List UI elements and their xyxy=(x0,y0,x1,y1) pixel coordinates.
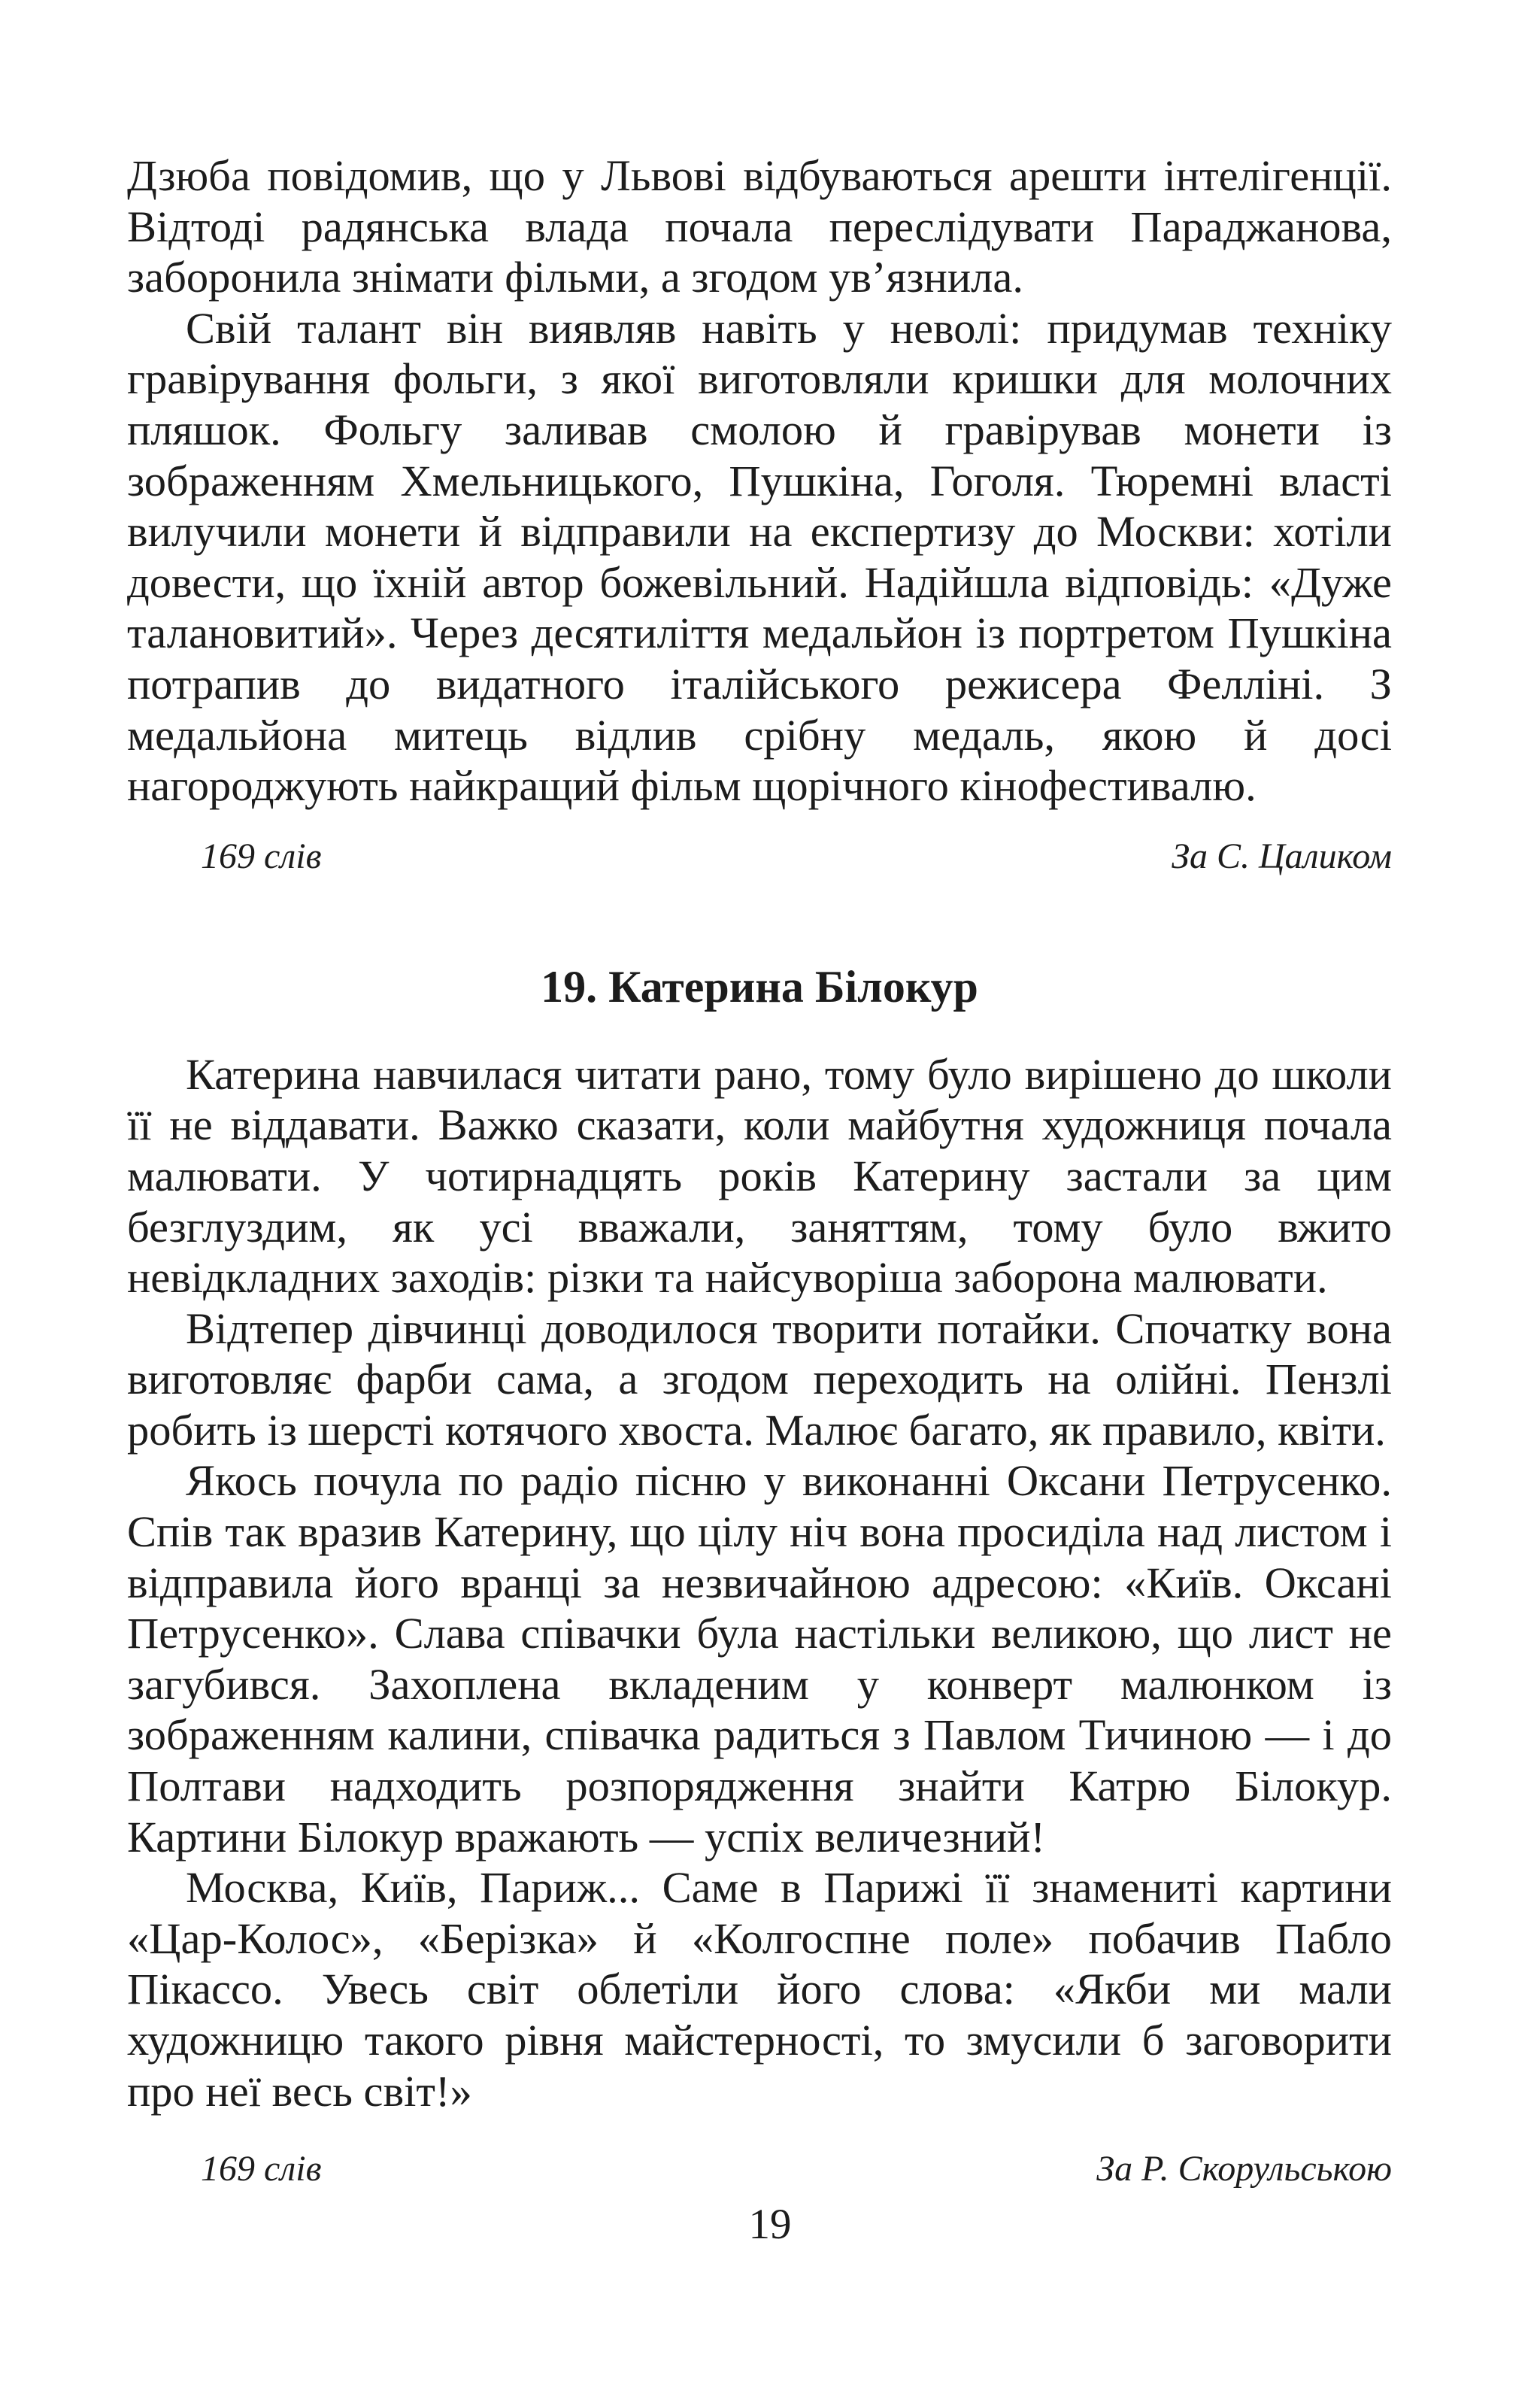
text-footer xyxy=(127,2147,1392,2192)
paragraph: Дзюба повідомив, що у Львові відбуваються арешти інтелігенції. Відтоді радянська влада почала переслідувати Параджанова, заборонила знімати фільми, а згодом ув’язнила. xyxy=(127,151,1392,302)
paragraph: Відтепер дівчинці доводилося творити потайки. Спочатку вона виготовляє фарби сама, а згодом переходить на олійні. Пензлі робить із шерсті котячого хвоста. Малює багато, як правило, квіти. xyxy=(127,1303,1392,1455)
attribution: За С. Цаликом xyxy=(1172,836,1392,876)
section-title: 19. Катерина Білокур xyxy=(541,961,978,1012)
word-count: 169 слів xyxy=(201,836,322,876)
paragraph: Москва, Київ, Париж... Саме в Парижі її знамениті картини «Цар-Колос», «Берізка» й «Колгоспне поле» побачив Пабло Пікассо. Увесь світ облетіли його слова: «Якби ми мали художницю такого рівня майстерності, то змусили б заговорити про неї весь світ!» xyxy=(127,1863,1392,2116)
paragraph: Катерина навчилася читати рано, тому було вирішено до школи її не віддавати. Важко сказати, коли майбутня художниця почала малювати. У чотирнадцять років Катерину застали за цим безглуздим, як усі вважали, заняттям, тому було вжито невідкладних заходів: різки та найсуворіша заборона малювати. xyxy=(127,1049,1392,1303)
word-count: 169 слів xyxy=(201,2149,322,2189)
page-number: 19 xyxy=(748,2201,792,2248)
paragraph: Свій талант він виявляв навіть у неволі: придумав техніку гравірування фольги, з якої виготовляли кришки для молочних пляшок. Фольгу заливав смолою й гравірував монети із зображенням Хмельницького, Пушкіна, Гоголя. Тюремні власті вилучили монети й відправили на експертизу до Москви: хотіли довести, що їхній автор божевільний. Надійшла відповідь: «Дуже талановитий». Через десятиліття медальйон із портретом Пушкіна потрапив до видатного італійського режисера Фелліні. З медальйона митець відлив срібну медаль, якою й досі нагороджують найкращий фільм щорічного кінофестивалю. xyxy=(127,303,1392,811)
paragraph: Якось почула по радіо пісню у виконанні Оксани Петрусенко. Спів так вразив Катерину, що цілу ніч вона просиділа над листом і відправила його вранці за незвичайною адресою: «Київ. Оксані Петрусенко». Слава співачки була настільки великою, що лист не загубився. Захоплена вкладеним у конверт малюнком із зображенням калини, співачка радиться з Павлом Тичиною — і до Полтави надходить розпорядження знайти Катрю Білокур. Картини Білокур вражають — успіх величезний! xyxy=(127,1456,1392,1861)
attribution: За Р. Скорульською xyxy=(1096,2149,1392,2189)
text-footer xyxy=(127,834,1392,879)
page-content xyxy=(127,150,1392,2192)
